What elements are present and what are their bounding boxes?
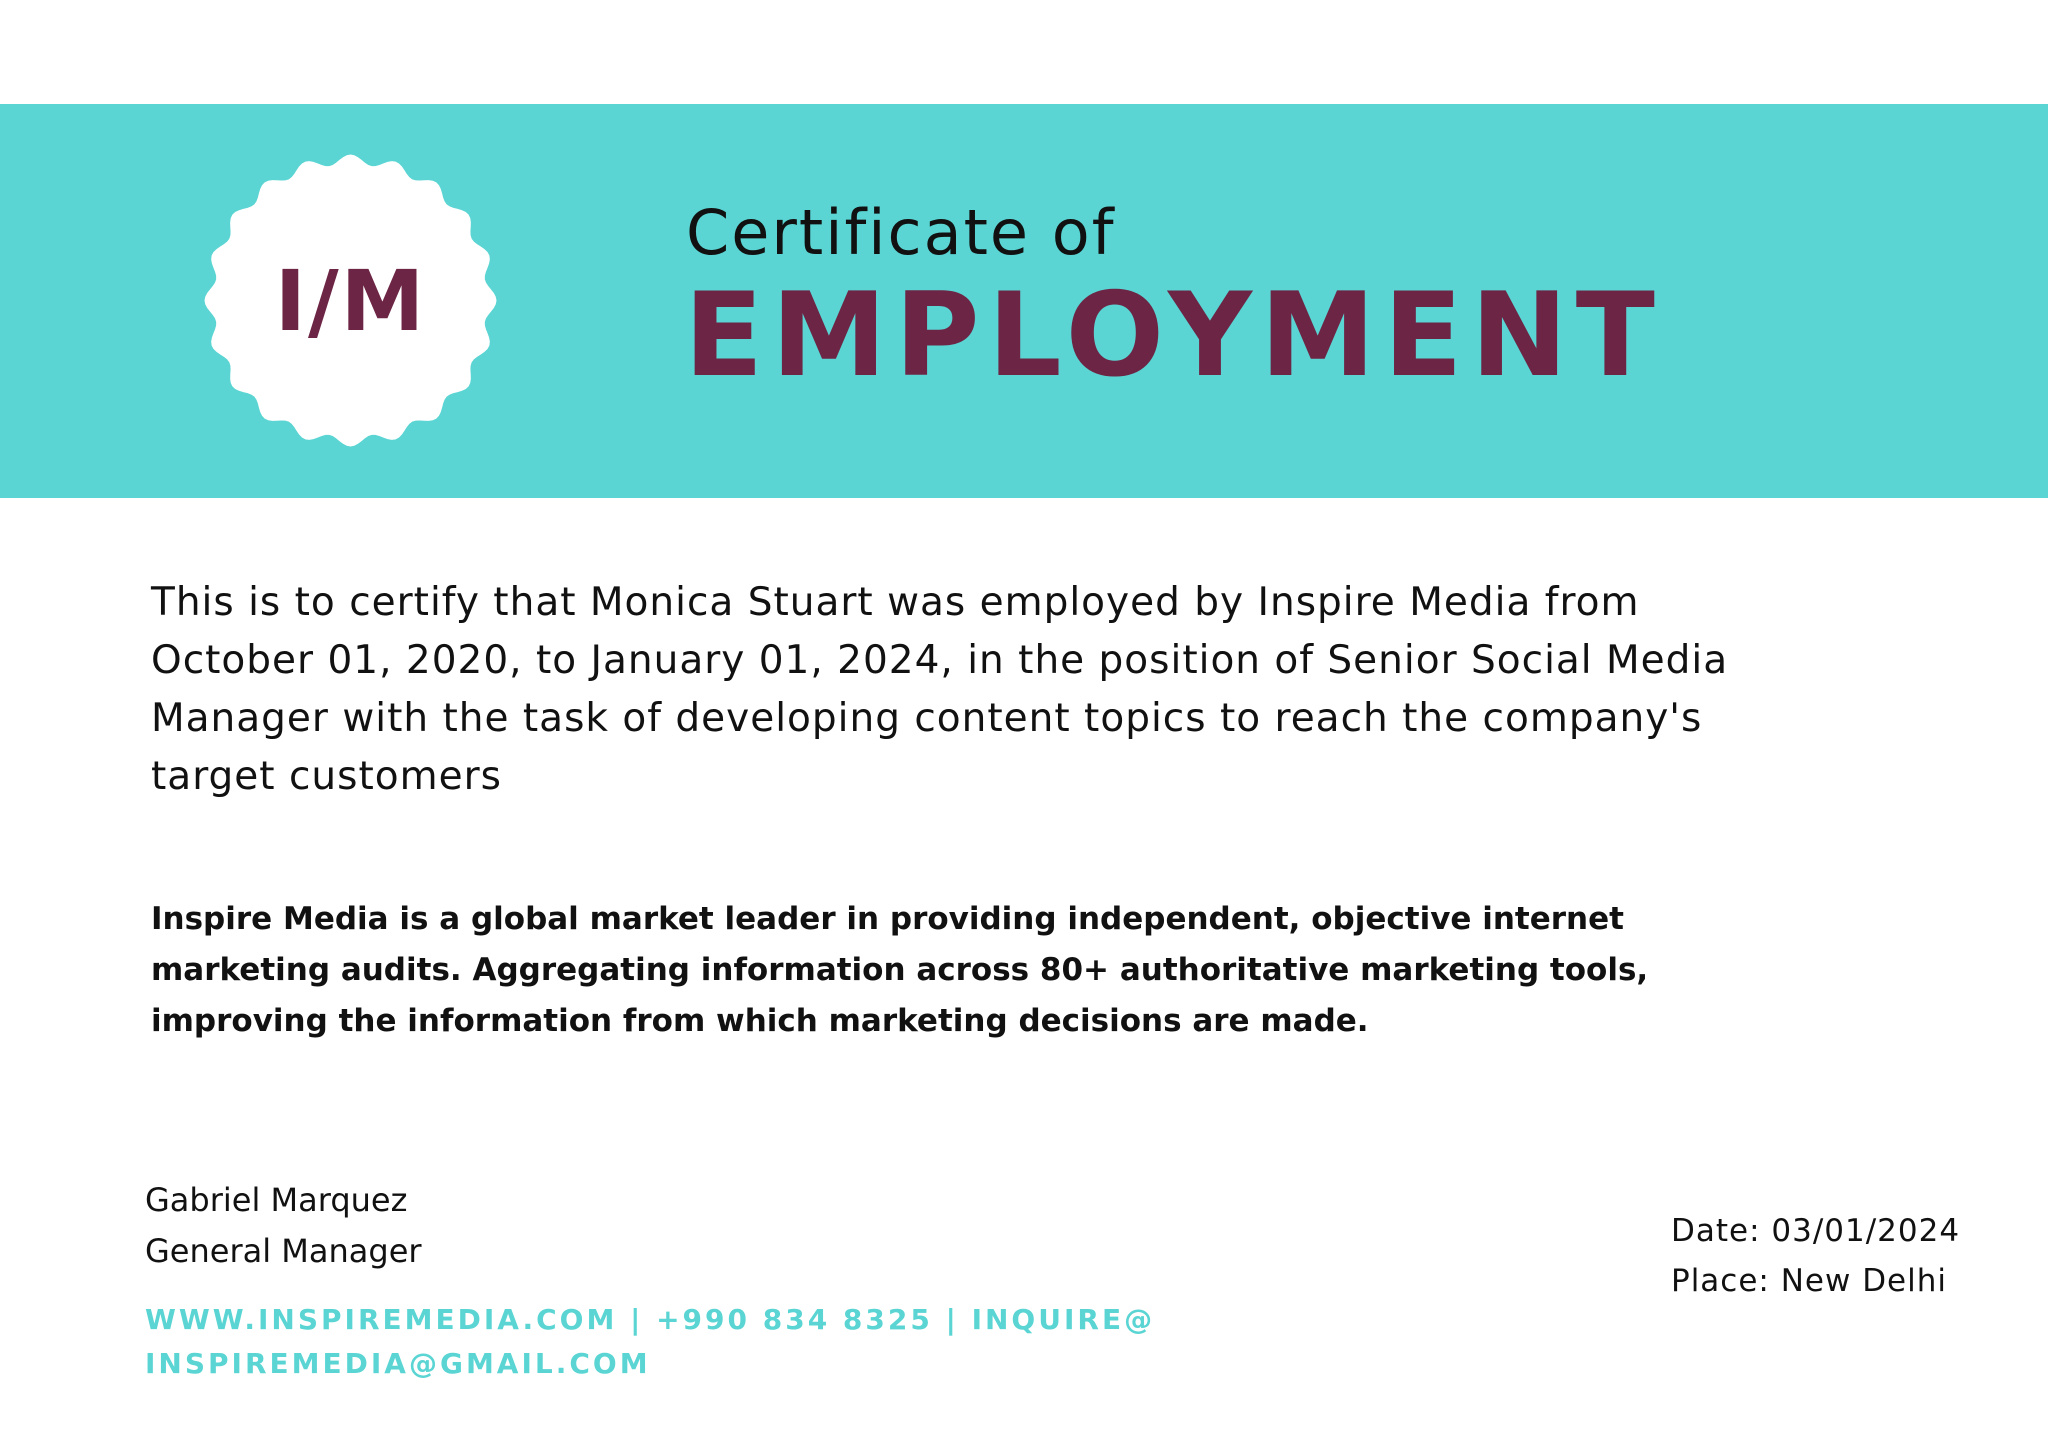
monogram-seal — [203, 153, 498, 448]
signatory-name: Gabriel Marquez — [145, 1181, 408, 1219]
issue-place: Place: New Delhi — [1671, 1263, 1948, 1299]
contact-line-1: WWW.INSPIREMEDIA.COM | +990 834 8325 | INQUIRE@ — [145, 1303, 1156, 1336]
date-place-block — [1671, 1206, 1960, 1306]
signatory-block — [145, 1175, 422, 1277]
certificate-title-line1: Certificate of — [686, 196, 1116, 269]
signatory-role: General Manager — [145, 1232, 422, 1270]
issue-date: Date: 03/01/2024 — [1671, 1213, 1961, 1249]
certification-statement: This is to certify that Monica Stuart was employed by Inspire Media from October 01, 2020, to January 01, 2024, in the position of Senior Social Media Manager with the task of developing content topics to reach the company's target customers — [151, 580, 1729, 799]
certificate-title-line2: EMPLOYMENT — [684, 268, 1663, 403]
contact-line-2: INSPIREMEDIA@GMAIL.COM — [145, 1347, 651, 1380]
monogram-text: I/M — [274, 251, 427, 350]
contact-info — [145, 1298, 1156, 1386]
company-description: Inspire Media is a global market leader in providing independent, objective internet marketing audits. Aggregating information across 80+ authoritative marketing tools, improving the information from which marketing decisions are made. — [151, 901, 1649, 1039]
